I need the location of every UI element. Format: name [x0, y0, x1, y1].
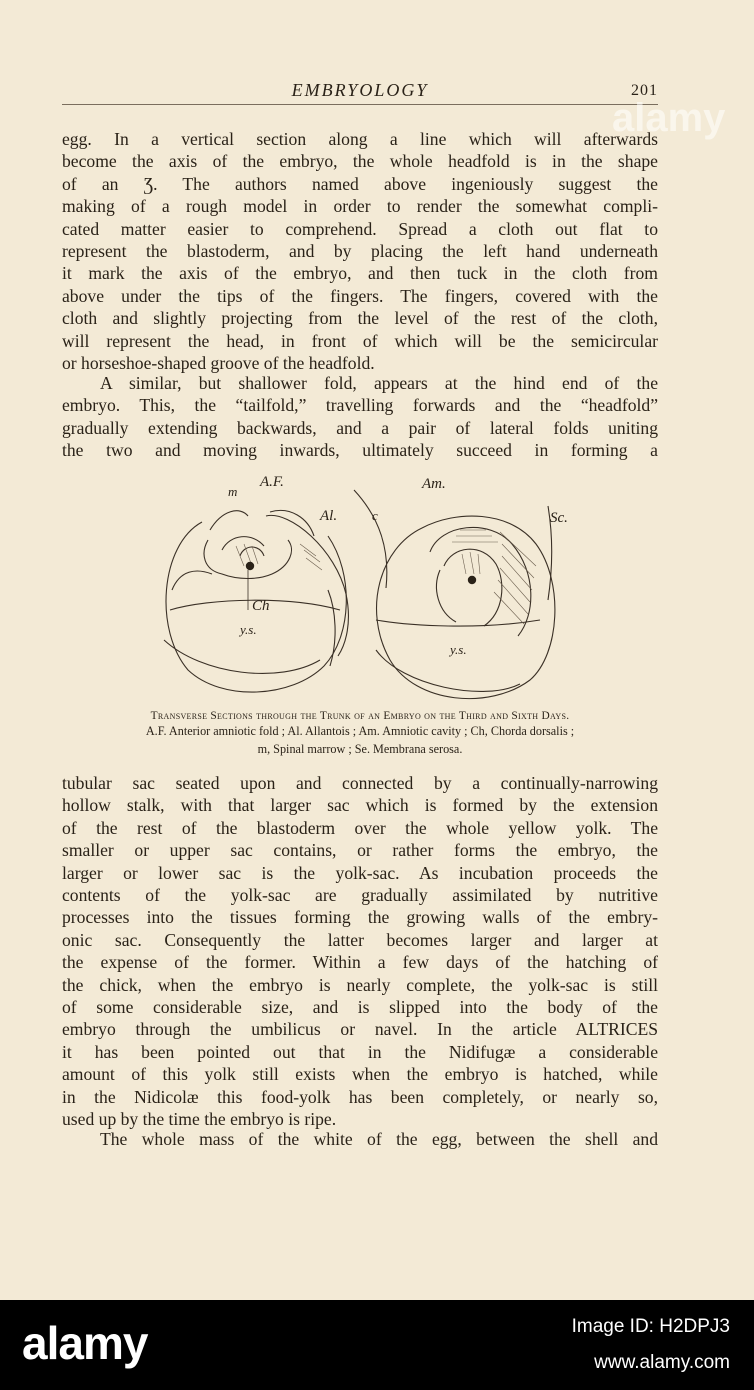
watermark: alamy [612, 96, 726, 140]
caption-legend-line: A.F. Anterior amniotic fold ; Al. Allantois ; Am. Amniotic cavity ; Ch, Chorda dorsalis ; [145, 724, 575, 738]
paragraph-2 [62, 372, 658, 462]
text-line: embryo. This, the “tailfold,” travelling forwards and the “headfold” [62, 395, 658, 416]
text-line: become the axis of the embryo, the whole headfold is in the shape [62, 151, 658, 172]
text-line: egg. In a vertical section along a line which will afterwards [62, 129, 658, 149]
label-m: m [228, 484, 238, 499]
label-am: Am. [422, 476, 446, 492]
text-line: the chick, when the embryo is nearly complete, the yolk-sac is still [62, 974, 658, 995]
running-head: EMBRYOLOGY [291, 80, 429, 100]
text-line: the expense of the former. Within a few days of the hatching of [62, 952, 658, 973]
label-c: c [372, 508, 378, 523]
page-header [62, 80, 658, 104]
paragraph-3 [62, 772, 658, 1131]
text-line: cloth and slightly projecting from the level of the rest of the cloth, [62, 308, 658, 329]
figure-caption [62, 710, 658, 758]
text-line: will represent the head, in front of which will be the semicircular [62, 330, 658, 351]
paragraph-1 [62, 128, 658, 374]
label-ys-right: y.s. [450, 642, 467, 657]
text-line: the two and moving inwards, ultimately succeed in forming a [62, 440, 658, 461]
text-line: onic sac. Consequently the latter becomes larger and larger at [62, 929, 658, 950]
text-line: it mark the axis of the embryo, and then tuck in the cloth from [62, 263, 658, 284]
stock-footer [0, 1300, 754, 1390]
caption-legend-line: m, Spinal marrow ; Se. Membrana serosa. [257, 742, 463, 756]
text-line: A similar, but shallower fold, appears at the hind end of the [100, 373, 658, 393]
text-line: of an Ʒ. The authors named above ingeniously suggest the [62, 173, 658, 194]
paragraph-4 [62, 1128, 658, 1150]
text-line: smaller or upper sac contains, or rather forms the embryo, the [62, 840, 658, 861]
text-line: of some considerable size, and is slipped into the body of the [62, 997, 658, 1018]
text-line: or horseshoe-shaped groove of the headfold. [62, 353, 375, 374]
text-line: of the rest of the blastoderm over the whole yellow yolk. The [62, 817, 658, 838]
image-id: Image ID: H2DPJ3 [571, 1316, 730, 1337]
label-af: A.F. [260, 474, 284, 490]
caption-title: Transverse Sections through the Trunk of an Embryo on the Third and Sixth Days. [150, 710, 570, 722]
text-line: hollow stalk, with that larger sac which is formed by the extension [62, 795, 658, 816]
embryo-sections-illustration [140, 470, 570, 710]
label-ch: Ch [252, 598, 270, 614]
text-line: The whole mass of the white of the egg, between the shell and [100, 1129, 658, 1149]
text-line: processes into the tissues forming the growing walls of the embry- [62, 907, 658, 928]
embryo-figure [140, 470, 570, 710]
text-line: in the Nidicolæ this food-yolk has been completely, or nearly so, [62, 1086, 658, 1107]
text-line: it has been pointed out that in the Nidifugæ a considerable [62, 1041, 658, 1062]
text-line: above under the tips of the fingers. The fingers, covered with the [62, 285, 658, 306]
label-al: Al. [320, 508, 338, 524]
text-line: cated matter easier to comprehend. Spread a cloth out flat to [62, 218, 658, 239]
text-line: gradually extending backwards, and a pair of lateral folds uniting [62, 417, 658, 438]
text-line: used up by the time the embryo is ripe. [62, 1109, 337, 1130]
text-line: larger or lower sac is the yolk-sac. As incubation proceeds the [62, 862, 658, 883]
site-url: www.alamy.com [594, 1352, 730, 1373]
text-line: tubular sac seated upon and connected by a continually-narrowing [62, 773, 658, 793]
text-line: embryo through the umbilicus or navel. In the article ALTRICES [62, 1019, 658, 1040]
label-ys-left: y.s. [240, 622, 257, 637]
label-sc: Sc. [550, 510, 568, 526]
text-line: making of a rough model in order to render the somewhat compli- [62, 196, 658, 217]
text-line: amount of this yolk still exists when the embryo is hatched, while [62, 1064, 658, 1085]
text-line: contents of the yolk-sac are gradually assimilated by nutritive [62, 885, 658, 906]
brand-logo: alamy [22, 1317, 148, 1369]
text-line: represent the blastoderm, and by placing the left hand underneath [62, 241, 658, 262]
header-rule [62, 104, 658, 105]
page-number: 201 [631, 82, 658, 99]
